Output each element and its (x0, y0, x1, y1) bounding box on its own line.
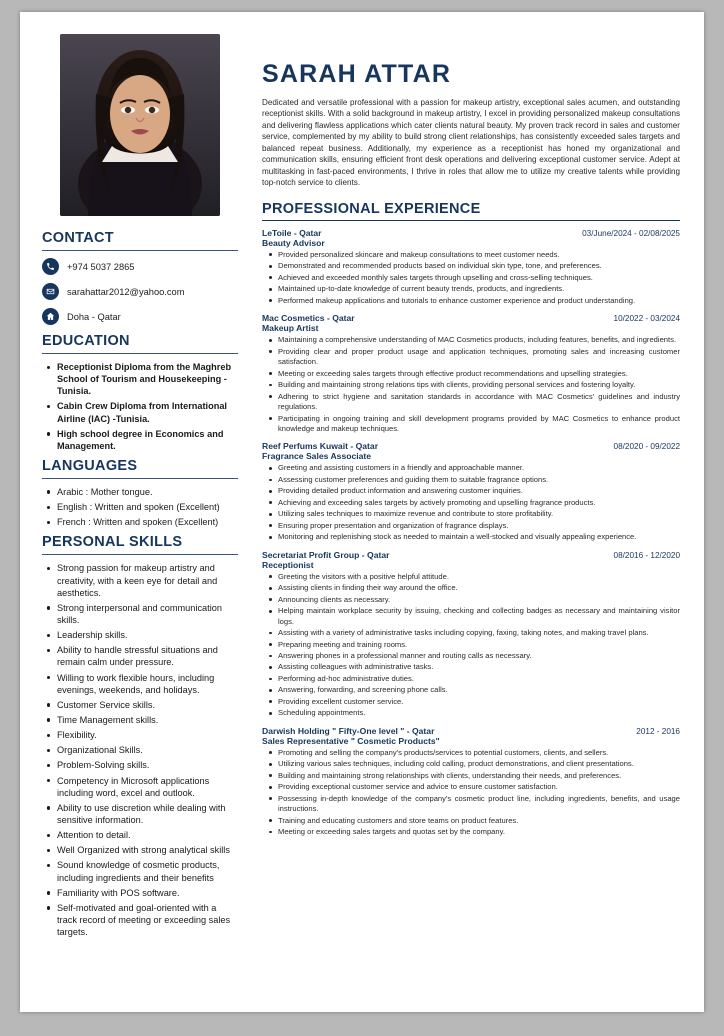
contact-heading: CONTACT (42, 230, 114, 246)
list-item: Building and maintaining strong relations tips with clients, providing personal services and fostering loyalty. (278, 380, 680, 390)
list-item: Familiarity with POS software. (57, 887, 238, 899)
company-name: Darwish Holding " Fifty-One level " - Qatar (262, 725, 435, 736)
job-title: Makeup Artist (262, 323, 319, 334)
mail-icon (42, 283, 59, 300)
company-name: Reef Perfums Kuwait - Qatar (262, 441, 379, 452)
list-item: Providing exceptional customer service and advice to ensure customer satisfaction. (278, 782, 680, 792)
list-item: Assisting clients in finding their way around the office. (278, 583, 680, 593)
list-item: Well Organized with strong analytical skills (57, 844, 238, 856)
list-item: Training and educating customers and store teams on product features. (278, 816, 680, 826)
list-item: Participating in ongoing training and skill development programs provided by MAC Cosmetics to enhance product knowledge and makeup techniques. (278, 413, 680, 433)
company-name: Secretariat Profit Group - Qatar (262, 549, 390, 560)
job-title: Receptionist (262, 559, 314, 570)
list-item: Leadership skills. (57, 629, 238, 641)
list-item: Receptionist Diploma from the Maghreb School of Tourism and Housekeeping - Tunisia. (57, 361, 238, 397)
list-item: Assisting with a variety of administrative tasks including copying, faxing, taking notes, and making travel plans. (278, 628, 680, 638)
list-item: Assessing customer preferences and guiding them to suitable fragrance options. (278, 475, 680, 485)
list-item: Monitoring and replenishing stock as needed to maintain a well-stocked and visually appealing experience. (278, 532, 680, 542)
list-item: Maintained up-to-date knowledge of current beauty trends, products, and ingredients. (278, 284, 680, 294)
list-item: Answering phones in a professional manner and routing calls as necessary. (278, 651, 680, 661)
employment-dates: 2012 - 2016 (636, 726, 680, 736)
resume-page (20, 12, 704, 1012)
location-icon (42, 308, 59, 325)
list-item: Performed makeup applications and tutorials to enhance customer experience and product understanding. (278, 296, 680, 306)
experience-item (262, 550, 680, 719)
phone-icon (42, 258, 59, 275)
list-item: Ability to use discretion while dealing with sensitive information. (57, 802, 238, 826)
list-item: Utilizing various sales techniques, including cold calling, product demonstrations, and client presentations. (278, 759, 680, 769)
experience-item (262, 313, 680, 434)
list-item: Demonstrated and recommended products based on individual skin type, tone, and preferences. (278, 261, 680, 271)
list-item: French : Written and spoken (Excellent) (57, 516, 238, 528)
languages-heading: LANGUAGES (42, 457, 138, 474)
list-item: Cabin Crew Diploma from International Airline (IAC) -Tunisia. (57, 400, 238, 424)
list-item: Time Management skills. (57, 714, 238, 726)
job-title: Sales Representative " Cosmetic Products" (262, 735, 440, 746)
experience-item-header (262, 441, 680, 451)
list-item: Helping maintain workplace security by issuing, checking and collecting badges as necessary and maintaining visitor logs. (278, 606, 680, 626)
experience-item-header (262, 313, 680, 323)
responsibility-list (262, 335, 680, 434)
list-item: Preparing meeting and training rooms. (278, 640, 680, 650)
list-item: Competency in Microsoft applications including word, excel and outlook. (57, 775, 238, 799)
job-title: Fragrance Sales Associate (262, 451, 372, 462)
list-item: Assisting colleagues with administrative tasks. (278, 662, 680, 672)
list-item: Providing clear and proper product usage and application techniques, promoting sales and increasing customer satisfaction. (278, 346, 680, 367)
list-item: Performing ad-hoc administrative duties. (278, 674, 680, 684)
resume-main (252, 12, 704, 1012)
education-divider (42, 353, 238, 354)
list-item: Answering, forwarding, and screening phone calls. (278, 685, 680, 695)
list-item: English : Written and spoken (Excellent) (57, 501, 238, 513)
contact-phone[interactable] (42, 258, 238, 275)
list-item: Achieving and exceeding sales targets by actively promoting and upselling fragrance products. (278, 498, 680, 508)
list-item: Greeting the visitors with a positive helpful attitude. (278, 572, 680, 582)
experience-item-header (262, 228, 680, 238)
list-item: Building and maintaining strong relationships with clients, understanding their needs, and preferences. (278, 771, 680, 781)
responsibility-list (262, 463, 680, 542)
list-item: Ability to handle stressful situations and remain calm under pressure. (57, 644, 238, 668)
experience-item (262, 441, 680, 542)
company-name: LeToile - Qatar (262, 227, 322, 238)
list-item: Self-motivated and goal-oriented with a track record of meeting or exceeding sales targets. (57, 902, 238, 938)
list-item: Attention to detail. (57, 829, 238, 841)
resume-sidebar (20, 12, 252, 1012)
list-item: Strong interpersonal and communication skills. (57, 602, 238, 626)
list-item: Provided personalized skincare and makeup consultations to meet customer needs. (278, 250, 680, 260)
employment-dates: 03/June/2024 - 02/08/2025 (582, 228, 680, 238)
contact-divider (42, 250, 238, 251)
list-item: Utilizing sales techniques to maximize revenue and contribute to store profitability. (278, 509, 680, 519)
list-item: Providing excellent customer service. (278, 697, 680, 707)
list-item: Announcing clients as necessary. (278, 595, 680, 605)
languages-divider (42, 478, 238, 479)
list-item: Willing to work flexible hours, including evenings, weekends, and holidays. (57, 672, 238, 696)
list-item: Adhering to strict hygiene and sanitation standards in accordance with MAC Cosmetics' guidelines and industry regulations. (278, 391, 680, 412)
list-item: Arabic : Mother tongue. (57, 486, 238, 498)
job-title: Beauty Advisor (262, 237, 325, 248)
education-list (42, 361, 238, 452)
experience-item-header (262, 726, 680, 736)
list-item: Providing detailed product information and answering customer inquiries. (278, 486, 680, 496)
list-item: Meeting or exceeding sales targets through effective product recommendations and upselling strategies. (278, 369, 680, 379)
personal-skills-heading: PERSONAL SKILLS (42, 534, 183, 551)
list-item: Maintaining a comprehensive understanding of MAC Cosmetics products, including features, benefits, and ingredients. (278, 335, 680, 345)
experience-heading: PROFESSIONAL EXPERIENCE (262, 200, 481, 217)
contact-email[interactable] (42, 283, 238, 300)
responsibility-list (262, 250, 680, 306)
contact-phone-value: +974 5037 2865 (67, 261, 135, 272)
personal-skills-list (42, 562, 238, 938)
experience-item-header (262, 550, 680, 560)
company-name: Mac Cosmetics - Qatar (262, 313, 355, 324)
profile-summary: Dedicated and versatile professional with a passion for makeup artistry, exceptional sales acumen, and outstanding receptionist skills. With a solid background in makeup artistry, I excel in providing personalized makeup consultations and delivering flawless applications which cater clients natural beauty. My proven track record in sales and customer service, complemented by my ability to build strong client relationships, has consistently exceeded sales targets and balanced repeat business. Additionally, my experience as a receptionist has honed my organizational and communication skills, ensuring efficient front desk operations and delivering exceptional customer service. Adept at multitasking in fast-paced environments, I thrive in roles that allow me to utilize my creative talents while providing top-notch service to clients. (262, 98, 680, 188)
list-item: Problem-Solving skills. (57, 759, 238, 771)
employment-dates: 08/2020 - 09/2022 (613, 442, 680, 452)
experience-item (262, 726, 680, 838)
personal-skills-divider (42, 554, 238, 555)
profile-photo (60, 34, 220, 216)
list-item: Customer Service skills. (57, 699, 238, 711)
contact-location[interactable] (42, 308, 238, 325)
experience-item (262, 228, 680, 306)
list-item: Scheduling appointments. (278, 708, 680, 718)
employment-dates: 08/2016 - 12/2020 (613, 550, 680, 560)
list-item: Meeting or exceeding sales targets and quotas set by the company. (278, 827, 680, 837)
experience-divider (262, 220, 680, 221)
list-item: Ensuring proper presentation and organization of fragrance displays. (278, 521, 680, 531)
list-item: Possessing in-depth knowledge of the company's cosmetic product line, including ingredients, benefits, and usage instructions. (278, 793, 680, 814)
contact-location-value: Doha - Qatar (67, 311, 121, 322)
list-item: High school degree in Economics and Management. (57, 428, 238, 452)
education-heading: EDUCATION (42, 333, 130, 349)
list-item: Flexibility. (57, 729, 238, 741)
list-item: Achieved and exceeded monthly sales targets through upselling and cross-selling techniques. (278, 273, 680, 283)
list-item: Sound knowledge of cosmetic products, including ingredients and their benefits (57, 859, 238, 883)
page-title: SARAH ATTAR (262, 60, 452, 88)
responsibility-list (262, 572, 680, 719)
languages-list (42, 486, 238, 528)
list-item: Organizational Skills. (57, 744, 238, 756)
contact-email-value: sarahattar2012@yahoo.com (67, 286, 185, 297)
list-item: Greeting and assisting customers in a friendly and approachable manner. (278, 463, 680, 473)
list-item: Strong passion for makeup artistry and creativity, with a keen eye for detail and aesthetics. (57, 562, 238, 598)
employment-dates: 10/2022 - 03/2024 (613, 314, 680, 324)
list-item: Promoting and selling the company's products/services to potential customers, clients, and sellers. (278, 748, 680, 758)
responsibility-list (262, 748, 680, 838)
